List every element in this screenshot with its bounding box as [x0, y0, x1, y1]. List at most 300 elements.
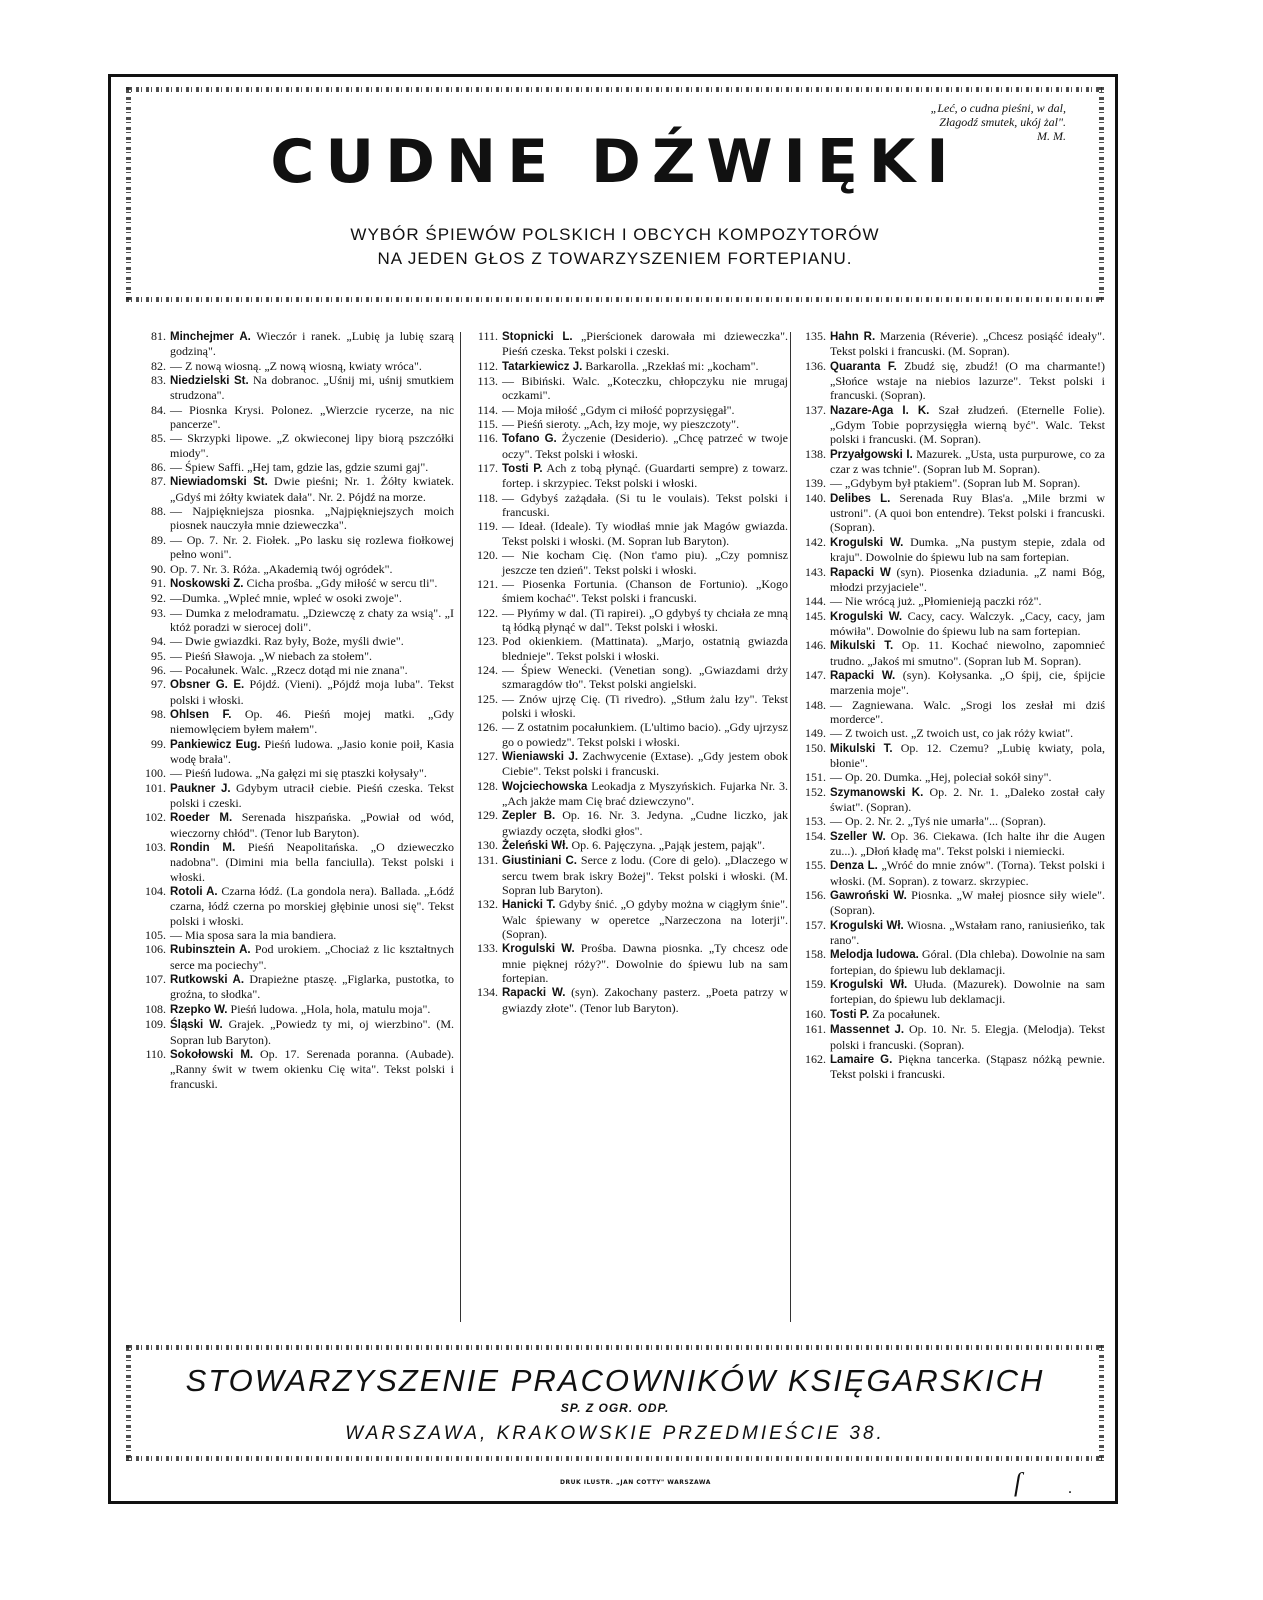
song-description: Prośba. Dawna piosnka. „Ty chcesz ode mnie pięknej róży?". Dowolnie do śpiewu lub na sam fortepian. [502, 941, 789, 986]
entry-number: 112. [477, 358, 498, 373]
ornament-border [126, 297, 1104, 302]
entry-number: 88. [151, 504, 166, 519]
publisher-address: WARSZAWA, KRAKOWSKIE PRZEDMIEŚCIE 38. [345, 1423, 885, 1444]
catalog-entry [470, 548, 788, 577]
composer-name: Melodja ludowa. [830, 949, 919, 962]
catalog-entry [798, 1022, 1105, 1052]
entry-number: 122. [477, 605, 498, 620]
catalog-entry [138, 884, 454, 928]
catalog-entry [470, 329, 788, 359]
composer-name: Nazare-Aga I. K. [830, 404, 930, 417]
entry-number: 148. [805, 697, 826, 712]
composer-name: Denza L. [830, 860, 878, 873]
catalog-entry [470, 808, 788, 838]
composer-name: Gawroński W. [830, 890, 907, 903]
song-description: — Nie wrócą już. „Płomienieją paczki róż". [830, 594, 1042, 609]
entry-number: 154. [805, 828, 826, 843]
catalog-entry [798, 858, 1105, 888]
composer-name: Szeller W. [830, 830, 886, 843]
catalog-entry [470, 749, 788, 779]
entry-number: 116. [477, 431, 498, 446]
entry-number: 105. [145, 928, 166, 943]
entry-number: 130. [477, 838, 498, 853]
entry-number: 123. [477, 634, 498, 649]
composer-name: Krogulski W. [502, 943, 575, 956]
song-description: — Skrzypki lipowe. „Z okwieconej lipy biorą pszczółki miody". [170, 431, 454, 460]
composer-name: Rapacki W. [830, 669, 896, 682]
composer-name: Rutkowski A. [170, 974, 245, 987]
catalog-entry [138, 474, 454, 504]
catalog-entry [798, 403, 1105, 447]
catalog-entry [470, 417, 788, 431]
entry-number: 93. [151, 605, 166, 620]
entry-number: 143. [805, 564, 826, 579]
ink-dot: . [1068, 1480, 1072, 1497]
composer-name: Krogulski W. [830, 536, 904, 549]
entry-number: 146. [805, 638, 826, 653]
composer-name: Rondin M. [170, 842, 236, 855]
catalog-entry [138, 373, 454, 403]
title-panel [126, 87, 1104, 302]
catalog-entry [138, 1047, 454, 1091]
catalog-entry [470, 403, 788, 417]
catalog-entry [470, 692, 788, 721]
composer-name: Roeder M. [170, 812, 233, 825]
entry-number: 145. [805, 608, 826, 623]
page-title: CUDNE DŹWIĘKI [270, 127, 960, 197]
entry-number: 101. [145, 780, 166, 795]
song-description: Zbudź się, zbudź! (O ma charmante!) „Słońce wstaje na niebios lazurze". Tekst polski i francuski. (Sopran). [830, 358, 1106, 403]
song-description: — Pieśń sieroty. „Ach, łzy moje, wy pieszczoty". [502, 417, 740, 432]
entry-number: 125. [477, 691, 498, 706]
catalog-entry [138, 649, 454, 663]
entry-number: 92. [151, 591, 166, 606]
song-description: Serce z lodu. (Core di gelo). „Dlaczego w sercu twem brak iskry Bożej". Tekst polski i włoski. (M. Sopran lub Baryton). [502, 853, 788, 898]
catalog-entry [138, 766, 454, 780]
song-description: — Pieśń ludowa. „Na gałęzi mi się ptaszki kołysały". [170, 766, 427, 781]
catalog-entry [470, 720, 788, 749]
entry-number: 82. [151, 358, 166, 373]
song-description: Leokadja z Myszyńskich. Fujarka Nr. 3. „Ach jakże mam Cię brać dziewczyno". [502, 778, 789, 808]
composer-name: Rzepko W. [170, 1003, 228, 1016]
song-description: Pieśń ludowa. „Hola, hola, matulu moja". [230, 1001, 431, 1016]
song-description: Ułuda. (Mazurek). Dowolnie na sam fortepian, do śpiewu lub deklamacji. [830, 977, 1106, 1007]
catalog-entry [798, 918, 1105, 948]
song-description: Zachwycenie (Extase). „Gdy jestem obok Ciebie". Tekst polski i francuski. [502, 748, 788, 779]
song-description: Gdybym utracił ciebie. Pieśń czeska. Tekst polski i czeski. [170, 780, 454, 810]
catalog-entry [798, 491, 1105, 535]
song-description: Na dobranoc. „Uśnij mi, uśnij smutkiem strudzona". [170, 373, 454, 403]
catalog-entry [798, 359, 1105, 403]
ornament-border [126, 1345, 1104, 1350]
composer-name: Stopnicki L. [502, 331, 573, 343]
composer-name: Zepler B. [502, 810, 556, 823]
song-description: — Ideał. (Ideale). Ty wiodłaś mnie jak Magów gwiazda. Tekst polski i włoski. (M. Sopran lub Baryton). [502, 519, 788, 548]
catalog-entry [470, 519, 788, 548]
song-description: — Pieśń Sławoja. „W niebach za stołem". [170, 648, 372, 663]
song-description: „Pierścionek darowała mi dzieweczka". Pieśń czeska. Tekst polski i czeski. [502, 329, 789, 359]
entry-number: 161. [805, 1022, 826, 1037]
composer-name: Pankiewicz Eug. [170, 738, 261, 751]
catalog-column [138, 329, 454, 1091]
catalog-column [798, 329, 1105, 1082]
catalog-entry [138, 606, 454, 635]
entry-number: 81. [151, 329, 166, 343]
catalog-entry [470, 606, 788, 635]
catalog-entry [138, 840, 454, 884]
entry-number: 149. [805, 726, 826, 741]
song-description: Cicha prośba. „Gdy miłość w sercu tli". [246, 575, 438, 590]
entry-number: 132. [477, 897, 498, 912]
composer-name: Massennet J. [830, 1024, 905, 1037]
publisher-legal: SP. Z OGR. ODP. [560, 1401, 670, 1415]
entry-number: 102. [145, 810, 166, 825]
song-description: — Z nową wiosną. „Z nową wiosną, kwiaty wróca". [170, 358, 422, 373]
catalog-entry [798, 785, 1105, 815]
publisher-name: STOWARZYSZENIE PRACOWNIKÓW KSIĘGARSKICH [185, 1363, 1045, 1398]
catalog-column [470, 329, 788, 1015]
song-description: Czarna łódź. (La gondola nera). Ballada. „Łódź czarna, łódź czerna po morskiej głębinie unosi się". Tekst polski i włoski. [170, 884, 455, 928]
song-description: — Najpiękniejsza piosnka. „Najpiękniejszych moich piosnek nauczyła mnie dzieweczka". [170, 504, 454, 533]
entry-number: 108. [145, 1001, 166, 1016]
entry-number: 109. [145, 1017, 166, 1032]
composer-name: Śląski W. [170, 1019, 223, 1032]
entry-number: 99. [151, 736, 166, 751]
catalog-entry [798, 829, 1105, 859]
catalog-entry [138, 737, 454, 767]
song-description: (syn). Piosenka dziadunia. „Z nami Bóg, młodzi przyjaciele". [830, 564, 1105, 594]
catalog-entry [138, 707, 454, 737]
song-description: — „Gdybym był ptakiem". (Sopran lub M. Sopran). [830, 476, 1081, 491]
song-description: Wiosna. „Wstałam rano, raniusieńko, tak rano". [830, 917, 1105, 948]
entry-number: 90. [151, 561, 166, 576]
catalog-entry [470, 374, 788, 403]
composer-name: Hahn R. [830, 331, 876, 343]
song-description: — Śpiew Wenecki. (Venetian song). „Gwiazdami drży szmaragdów tło". Tekst polski angielski. [502, 662, 788, 692]
catalog-entry [798, 977, 1105, 1007]
catalog-entry [470, 985, 788, 1015]
composer-name: Minchejmer A. [170, 331, 251, 343]
motto-line: Złagodź smutek, ukój żal". [939, 115, 1066, 129]
entry-number: 83. [151, 373, 166, 388]
song-description: — Piosenka Fortunia. (Chanson de Fortunio). „Kogo śmiem kochać". Tekst polski i francuski. [502, 576, 788, 606]
catalog-entry [138, 1002, 454, 1017]
catalog-entry [798, 329, 1105, 359]
song-description: Barkarolla. „Rzekłaś mi: „kocham". [585, 358, 759, 373]
entry-number: 140. [805, 490, 826, 505]
catalog-entry [470, 431, 788, 461]
catalog-entry [470, 941, 788, 985]
publisher-panel [126, 1345, 1104, 1461]
pen-mark: ſ [1014, 1468, 1022, 1497]
song-description: Op. 46. Pieśń mojej matki. „Gdy niemowlęciem byłem małem". [170, 706, 455, 737]
song-description: Marzenia (Réverie). „Chcesz posiąść ideały". Tekst polski i francuski. (M. Sopran). [830, 329, 1105, 359]
catalog-entry [138, 431, 454, 460]
entry-number: 135. [805, 329, 826, 343]
song-description: Drapieżne ptaszę. „Figlarka, pustotka, to groźna, to słodka". [170, 972, 455, 1002]
entry-number: 126. [477, 720, 498, 735]
entry-number: 137. [805, 402, 826, 417]
column-divider [790, 332, 791, 1322]
catalog-entry [138, 663, 454, 677]
song-description: „Wróć do mnie znów". (Torna). Tekst polski i włoski. (M. Sopran). z towarz. skrzypiec. [830, 858, 1106, 888]
entry-number: 117. [477, 461, 498, 476]
printer-imprint: DRUK ILUSTR. „JAN COTTY" WARSZAWA [560, 1479, 711, 1486]
catalog-entry [798, 609, 1105, 639]
catalog-entry [138, 634, 454, 648]
entry-number: 121. [477, 576, 498, 591]
motto-line: „Leć, o cudna pieśni, w dal, [930, 101, 1066, 115]
catalog-entry [798, 594, 1105, 608]
entry-number: 152. [805, 784, 826, 799]
entry-number: 142. [805, 534, 826, 549]
catalog-entry [470, 359, 788, 374]
composer-name: Rapacki W [830, 566, 891, 579]
subtitle: WYBÓR ŚPIEWÓW POLSKICH I OBCYCH KOMPOZYTORÓW [350, 225, 880, 244]
entry-number: 157. [805, 917, 826, 932]
entry-number: 96. [151, 662, 166, 677]
song-description: Wieczór i ranek. „Lubię ja lubię szarą godziną". [170, 329, 454, 359]
entry-number: 87. [151, 474, 166, 489]
catalog-entry [798, 1052, 1105, 1082]
composer-name: Przyałgowski I. [830, 448, 913, 461]
song-description: — Mia sposa sara la mia bandiera. [170, 928, 337, 943]
entry-number: 128. [477, 778, 498, 793]
song-description: Piękna tancerka. (Stąpasz nóżką pewnie. Tekst polski i francuski. [830, 1051, 1105, 1082]
catalog-entry [138, 928, 454, 942]
song-description: — Nie kocham Cię. (Non t'amo piu). „Czy pomnisz jeszcze ten dzień". Tekst polski i włoski. [502, 548, 788, 577]
song-description: Dwie pieśni; Nr. 1. Żółty kwiatek. „Gdyś mi żółty kwiatek dała". Nr. 2. Pójdź na morze. [170, 474, 454, 504]
song-description: — Znów ujrzę Cię. (Ti rivedro). „Stłum żalu łzy". Tekst polski i włoski. [502, 691, 788, 720]
entry-number: 103. [145, 840, 166, 855]
composer-name: Tofano G. [502, 433, 557, 446]
song-description: Op. 16. Nr. 3. Jedyna. „Cudne liczko, jak gwiazdy oczęta, słodki głos". [502, 808, 789, 838]
catalog-entry [470, 897, 788, 941]
song-description: — Op. 2. Nr. 2. „Tyś nie umarła"... (Sopran). [830, 814, 1047, 829]
catalog-entry [798, 770, 1105, 784]
song-description: Op. 17. Serenada poranna. (Aubade). „Ranny świt w twem okienku Cię wita". Tekst polski i francuski. [170, 1046, 454, 1091]
song-description: Szał złudzeń. (Eternelle Folie). „Gdym Tobie poprzysięgła wierną być". Walc. Tekst polski i francuski. (M. Sopran). [830, 402, 1105, 447]
composer-name: Mikulski T. [830, 640, 894, 653]
catalog-entry [798, 638, 1105, 668]
entry-number: 127. [477, 748, 498, 763]
composer-name: Rubinsztein A. [170, 944, 251, 957]
composer-name: Sokołowski M. [170, 1048, 254, 1061]
catalog-entry [470, 491, 788, 520]
catalog-entry [138, 677, 454, 707]
entry-number: 155. [805, 858, 826, 873]
entry-number: 89. [151, 532, 166, 547]
catalog-entry [138, 460, 454, 474]
song-description: Pieśń Neapolitańska. „O dzieweczko nadobna". (Dimini mia bella fanciulla). Tekst polski i włoski. [170, 840, 454, 884]
song-description: Grajek. „Powiedz ty mi, oj wierzbino". (M. Sopran lub Baryton). [170, 1017, 455, 1047]
entry-number: 119. [477, 519, 498, 534]
catalog-entry [138, 359, 454, 373]
song-description: — Śpiew Saffi. „Hej tam, gdzie las, gdzie szumi gaj". [170, 460, 429, 475]
composer-name: Wojciechowska [502, 780, 588, 793]
catalog-entry [798, 476, 1105, 490]
song-description: — Bibiński. Walc. „Koteczku, chłopczyku nie mrugaj oczkami". [502, 374, 788, 403]
catalog-entry [470, 634, 788, 663]
catalog-entry [470, 838, 788, 853]
entry-number: 151. [805, 770, 826, 785]
entry-number: 100. [145, 766, 166, 781]
entry-number: 139. [805, 476, 826, 491]
entry-number: 159. [805, 977, 826, 992]
catalog-entry [138, 403, 454, 432]
song-description: Dumka. „Na pustym stepie, zdala od kraju". Dowolnie do śpiewu lub na sam fortepian. [830, 534, 1105, 565]
catalog-entry [798, 698, 1105, 727]
composer-name: Noskowski Z. [170, 577, 244, 590]
entry-number: 150. [805, 740, 826, 755]
composer-name: Tosti P. [830, 1008, 870, 1021]
song-description: —Dumka. „Wpleć mnie, wpleć w osoki zwoje". [170, 591, 402, 606]
composer-name: Obsner G. E. [170, 679, 245, 692]
song-description: Za pocałunek. [872, 1006, 941, 1021]
composer-name: Hanicki T. [502, 899, 556, 912]
catalog-entry [798, 741, 1105, 771]
entry-number: 129. [477, 808, 498, 823]
song-description: Ach z tobą płynąć. (Guardarti sempre) z towarz. fortep. i skrzypiec. Tekst polski i włoski. [502, 461, 789, 491]
catalog-entry [138, 533, 454, 562]
song-description: Mazurek. „Usta, usta purpurowe, co za czar z was tchnie". (Sopran lub M. Sopran). [830, 446, 1105, 477]
entry-number: 107. [145, 972, 166, 987]
entry-number: 156. [805, 888, 826, 903]
entry-number: 138. [805, 446, 826, 461]
catalog-entry [138, 562, 454, 576]
entry-number: 136. [805, 358, 826, 373]
song-description: Gdyby śnić. „O gdyby można w ciągłym śnie". Walc śpiewany w operetce „Narzeczona na loterji". (Sopran). [502, 897, 789, 942]
entry-number: 98. [151, 706, 166, 721]
entry-number: 158. [805, 947, 826, 962]
entry-number: 153. [805, 814, 826, 829]
composer-name: Giustiniani C. [502, 855, 577, 868]
catalog-entry [470, 853, 788, 897]
composer-name: Delibes L. [830, 492, 891, 505]
composer-name: Lamaire G. [830, 1053, 893, 1066]
song-description: Op. 12. Czemu? „Lubię kwiaty, pola, błonie". [830, 740, 1105, 770]
entry-number: 95. [151, 648, 166, 663]
catalog-entry [138, 972, 454, 1002]
song-description: Góral. (Dla chleba). Dowolnie na sam fortepian, do śpiewu lub deklamacji. [830, 947, 1106, 977]
song-description: — Dumka z melodramatu. „Dziewczę z chaty za wsią". „I któż poradzi w sierocej doli". [170, 605, 454, 634]
composer-name: Krogulski Wł. [830, 919, 904, 932]
catalog-entry [798, 726, 1105, 740]
ornament-border [126, 1456, 1104, 1461]
catalog-entry [470, 577, 788, 606]
entry-number: 162. [805, 1051, 826, 1066]
entry-number: 144. [805, 594, 826, 609]
composer-name: Mikulski T. [830, 742, 893, 755]
song-description: — Piosnka Krysi. Polonez. „Wierzcie rycerze, na nic pancerze". [170, 402, 454, 432]
entry-number: 106. [145, 942, 166, 957]
catalog-entry [798, 888, 1105, 918]
catalog-entry [138, 810, 454, 840]
entry-number: 133. [477, 941, 498, 956]
entry-number: 115. [477, 417, 498, 432]
song-description: — Gdybyś zażądała. (Si tu le voulais). Tekst polski i francuski. [502, 490, 788, 520]
catalog-entry [138, 329, 454, 359]
composer-name: Wieniawski J. [502, 750, 579, 763]
song-description: Serenada hiszpańska. „Powiał od wód, wieczorny chłód". (Tenor lub Baryton). [170, 810, 455, 840]
entry-number: 91. [151, 575, 166, 590]
catalog-entry [138, 781, 454, 811]
song-description: — Płyńmy w dal. (Ti rapirei). „O gdybyś ty chciała ze mną tą łódką płynąć w dal". Tekst polski i włoski. [502, 605, 788, 634]
song-description: Op. 10. Nr. 5. Elegja. (Melodja). Tekst polski i francuski. (Sopran). [830, 1022, 1106, 1052]
song-description: Pod okienkiem. (Mattinata). „Marjo, ostatnią gwiazda blednieje". Tekst polski i włoski. [502, 634, 788, 663]
column-divider [460, 332, 461, 1322]
composer-name: Tatarkiewicz J. [502, 360, 583, 373]
song-description: — Moja miłość „Gdym ci miłość poprzysięgał". [502, 402, 735, 417]
catalog-entry [138, 504, 454, 533]
catalog-entry [798, 565, 1105, 595]
entry-number: 160. [805, 1006, 826, 1021]
composer-name: Rapacki W. [502, 987, 566, 1000]
composer-name: Tosti P. [502, 463, 543, 476]
entry-number: 147. [805, 667, 826, 682]
composer-name: Quaranta F. [830, 360, 897, 373]
song-description: Op. 11. Kochać niewolno, zapomnieć trudno. „Jakoś mi smutno". (Sopran lub M. Sopran). [830, 638, 1106, 668]
composer-name: Krogulski W. [830, 610, 903, 623]
entry-number: 85. [151, 431, 166, 446]
song-description: Pójdź. (Vieni). „Pójdź moja luba". Tekst polski i włoski. [170, 677, 454, 707]
catalog-entry [138, 942, 454, 972]
song-description: Op. 36. Ciekawa. (Ich halte ihr die Augen zu...). „Dłoń kładę ma". Tekst polski i niemiecki. [830, 828, 1106, 859]
entry-number: 113. [477, 374, 498, 389]
entry-number: 111. [477, 329, 498, 343]
song-description: (syn). Zakochany pasterz. „Poeta patrzy w gwiazdy złote". (Tenor lub Baryton). [502, 985, 788, 1015]
catalog-entry [798, 668, 1105, 698]
song-description: — Dwie gwiazdki. Raz były, Boże, myśli dwie". [170, 634, 404, 649]
ornament-border [126, 87, 1104, 92]
entry-number: 134. [477, 985, 498, 1000]
entry-number: 84. [151, 402, 166, 417]
entry-number: 124. [477, 662, 498, 677]
song-description: Cacy, cacy. Walczyk. „Cacy, cacy, jam mówiła". Dowolnie do śpiewu lub na sam fortepian. [830, 608, 1106, 638]
composer-name: Ohlsen F. [170, 708, 232, 721]
catalog-entry [798, 535, 1105, 565]
composer-name: Rotoli A. [170, 886, 218, 899]
catalog-entry [138, 1017, 454, 1047]
motto-author: M. M. [1037, 129, 1066, 143]
composer-name: Paukner J. [170, 782, 231, 795]
song-description: Pieśń ludowa. „Jasio konie poił, Kasia wodę brała". [170, 736, 454, 766]
song-description: — Z twoich ust. „Z twoich ust, co jak róży kwiat". [830, 726, 1074, 741]
composer-name: Krogulski Wł. [830, 979, 908, 992]
catalog-entry [138, 576, 454, 591]
song-description: (syn). Kołysanka. „O śpij, cie, śpijcie marzenia moje". [830, 667, 1106, 698]
song-description: — Pocałunek. Walc. „Rzecz dotąd mi nie znana". [170, 662, 408, 677]
catalog-entry [798, 447, 1105, 477]
catalog-entry [470, 779, 788, 809]
subtitle: NA JEDEN GŁOS Z TOWARZYSZENIEM FORTEPIANU. [377, 249, 853, 268]
catalog-entry [798, 947, 1105, 977]
composer-name: Szymanowski K. [830, 786, 924, 799]
song-description: — Zagniewana. Walc. „Srogi los zesłał mi dziś morderce". [830, 697, 1105, 726]
entry-number: 104. [145, 884, 166, 899]
composer-name: Żeleński Wł. [502, 840, 569, 853]
entry-number: 131. [477, 853, 498, 868]
song-description: Op. 6. Pajęczyna. „Pająk jestem, pająk". [571, 838, 765, 853]
song-description: — Op. 7. Nr. 2. Fiołek. „Po lasku się rozlewa fiołkowej pełno woni". [170, 532, 454, 562]
entry-number: 110. [145, 1046, 166, 1061]
entry-number: 86. [151, 460, 166, 475]
song-description: — Op. 20. Dumka. „Hej, poleciał sokół siny". [830, 770, 1052, 785]
song-description: Op. 2. Nr. 1. „Daleko został cały świat". (Sopran). [830, 784, 1105, 814]
song-description: Serenada Ruy Blas'a. „Mile brzmi w ustroni". (A quoi bon entendre). Tekst polski i francuski. (Sopran). [830, 490, 1105, 535]
catalog-entry [798, 1007, 1105, 1022]
catalog-entry [798, 814, 1105, 828]
